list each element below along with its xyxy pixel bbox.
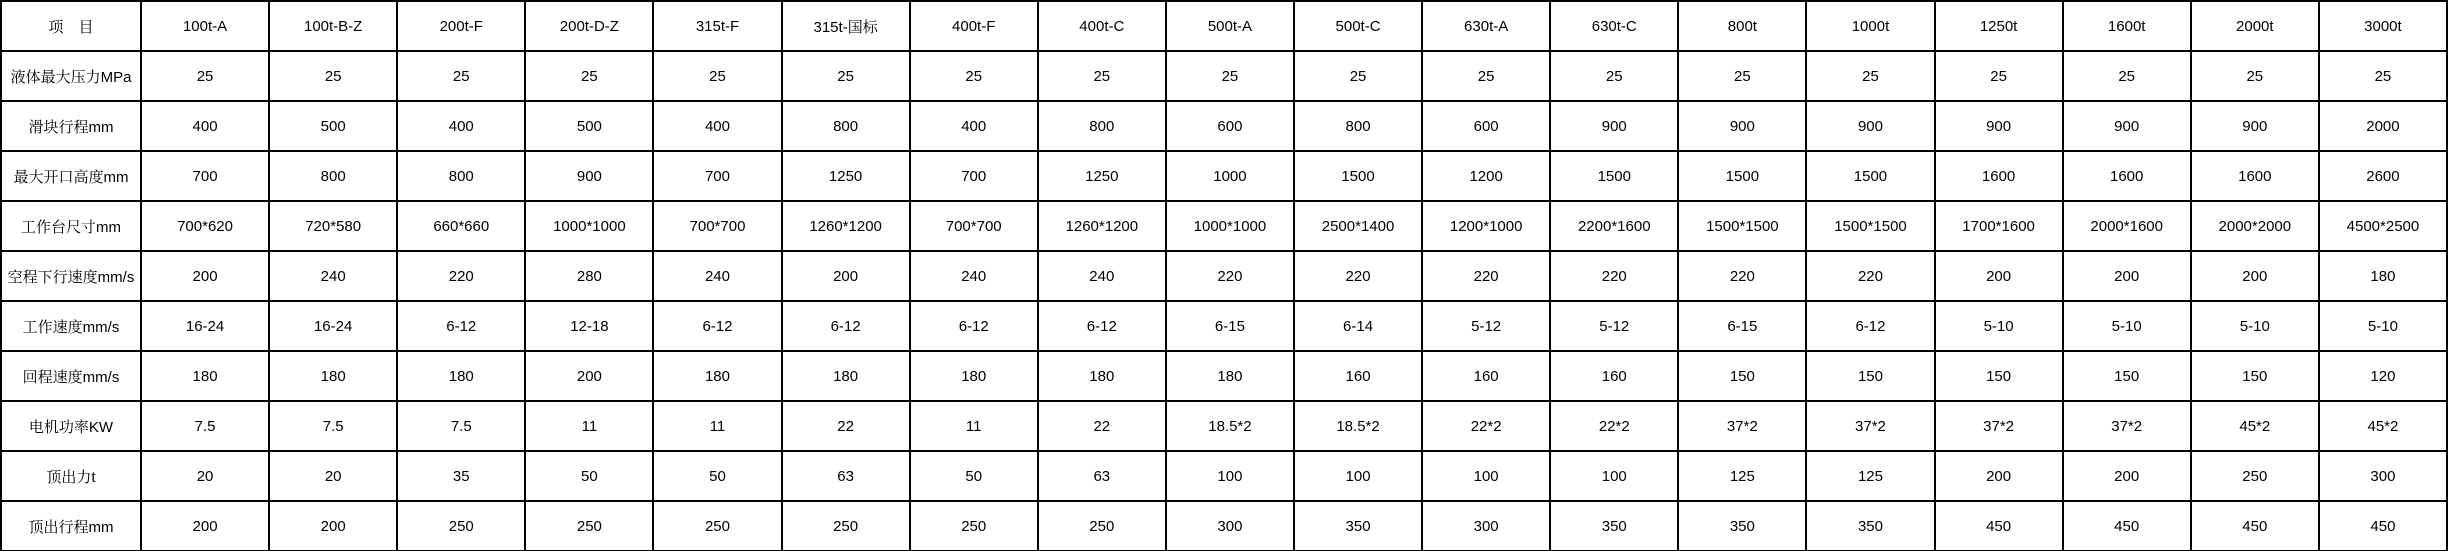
table-body (1, 51, 2447, 551)
value-cell: 2600 (2319, 151, 2447, 201)
value-cell: 6-12 (397, 301, 525, 351)
value-cell: 220 (1806, 251, 1934, 301)
value-cell: 37*2 (2063, 401, 2191, 451)
value-cell: 500 (269, 101, 397, 151)
value-cell: 25 (141, 51, 269, 101)
value-cell: 200 (141, 251, 269, 301)
row-label-cell: 液体最大压力MPa (1, 51, 141, 101)
value-cell: 250 (1038, 501, 1166, 551)
value-cell: 2500*1400 (1294, 201, 1422, 251)
value-cell: 900 (1806, 101, 1934, 151)
value-cell: 400 (910, 101, 1038, 151)
value-cell: 100 (1550, 451, 1678, 501)
value-cell: 25 (1935, 51, 2063, 101)
value-cell: 180 (1038, 351, 1166, 401)
column-header-cell: 400t-C (1038, 1, 1166, 51)
value-cell: 700*700 (910, 201, 1038, 251)
value-cell: 6-15 (1678, 301, 1806, 351)
value-cell: 63 (1038, 451, 1166, 501)
value-cell: 100 (1422, 451, 1550, 501)
value-cell: 1500 (1678, 151, 1806, 201)
value-cell: 240 (653, 251, 781, 301)
value-cell: 50 (525, 451, 653, 501)
value-cell: 125 (1806, 451, 1934, 501)
row-label-cell: 工作速度mm/s (1, 301, 141, 351)
value-cell: 35 (397, 451, 525, 501)
value-cell: 6-12 (782, 301, 910, 351)
value-cell: 240 (269, 251, 397, 301)
value-cell: 150 (2191, 351, 2319, 401)
value-cell: 6-14 (1294, 301, 1422, 351)
value-cell: 300 (2319, 451, 2447, 501)
value-cell: 6-12 (1038, 301, 1166, 351)
value-cell: 1000*1000 (1166, 201, 1294, 251)
value-cell: 37*2 (1935, 401, 2063, 451)
column-header-cell: 1000t (1806, 1, 1934, 51)
value-cell: 5-10 (1935, 301, 2063, 351)
value-cell: 1260*1200 (1038, 201, 1166, 251)
row-label-cell: 工作台尺寸mm (1, 201, 141, 251)
value-cell: 900 (2063, 101, 2191, 151)
column-header-cell: 500t-A (1166, 1, 1294, 51)
value-cell: 250 (653, 501, 781, 551)
value-cell: 350 (1678, 501, 1806, 551)
value-cell: 11 (910, 401, 1038, 451)
column-header-cell: 200t-F (397, 1, 525, 51)
value-cell: 220 (1550, 251, 1678, 301)
value-cell: 6-12 (653, 301, 781, 351)
value-cell: 25 (1038, 51, 1166, 101)
column-header-cell: 1600t (2063, 1, 2191, 51)
value-cell: 200 (141, 501, 269, 551)
value-cell: 45*2 (2191, 401, 2319, 451)
table-row (1, 401, 2447, 451)
value-cell: 200 (782, 251, 910, 301)
value-cell: 450 (1935, 501, 2063, 551)
value-cell: 6-12 (1806, 301, 1934, 351)
value-cell: 200 (2191, 251, 2319, 301)
value-cell: 300 (1166, 501, 1294, 551)
column-header-cell: 2000t (2191, 1, 2319, 51)
value-cell: 25 (525, 51, 653, 101)
value-cell: 180 (269, 351, 397, 401)
value-cell: 18.5*2 (1294, 401, 1422, 451)
value-cell: 220 (1166, 251, 1294, 301)
value-cell: 150 (1935, 351, 2063, 401)
value-cell: 2000*1600 (2063, 201, 2191, 251)
column-header-cell: 1250t (1935, 1, 2063, 51)
value-cell: 900 (1550, 101, 1678, 151)
value-cell: 200 (2063, 251, 2191, 301)
value-cell: 450 (2319, 501, 2447, 551)
column-header-cell: 100t-B-Z (269, 1, 397, 51)
value-cell: 22*2 (1550, 401, 1678, 451)
value-cell: 16-24 (269, 301, 397, 351)
value-cell: 5-10 (2063, 301, 2191, 351)
value-cell: 400 (141, 101, 269, 151)
value-cell: 22 (1038, 401, 1166, 451)
value-cell: 1260*1200 (782, 201, 910, 251)
value-cell: 1200*1000 (1422, 201, 1550, 251)
value-cell: 200 (2063, 451, 2191, 501)
value-cell: 125 (1678, 451, 1806, 501)
value-cell: 250 (782, 501, 910, 551)
value-cell: 1250 (1038, 151, 1166, 201)
row-label-cell: 顶出力t (1, 451, 141, 501)
corner-header-cell: 项 目 (1, 1, 141, 51)
value-cell: 16-24 (141, 301, 269, 351)
value-cell: 240 (1038, 251, 1166, 301)
value-cell: 600 (1166, 101, 1294, 151)
value-cell: 2200*1600 (1550, 201, 1678, 251)
value-cell: 25 (1166, 51, 1294, 101)
table-row (1, 251, 2447, 301)
value-cell: 120 (2319, 351, 2447, 401)
value-cell: 22 (782, 401, 910, 451)
column-header-cell: 800t (1678, 1, 1806, 51)
table-row (1, 51, 2447, 101)
value-cell: 5-10 (2191, 301, 2319, 351)
value-cell: 1000*1000 (525, 201, 653, 251)
value-cell: 12-18 (525, 301, 653, 351)
value-cell: 25 (2063, 51, 2191, 101)
value-cell: 150 (1678, 351, 1806, 401)
value-cell: 5-10 (2319, 301, 2447, 351)
value-cell: 25 (782, 51, 910, 101)
value-cell: 220 (1678, 251, 1806, 301)
value-cell: 300 (1422, 501, 1550, 551)
table-row (1, 201, 2447, 251)
row-label-cell: 回程速度mm/s (1, 351, 141, 401)
value-cell: 700*700 (653, 201, 781, 251)
value-cell: 1000 (1166, 151, 1294, 201)
value-cell: 900 (1935, 101, 2063, 151)
value-cell: 37*2 (1678, 401, 1806, 451)
column-header-cell: 100t-A (141, 1, 269, 51)
row-label-cell: 空程下行速度mm/s (1, 251, 141, 301)
value-cell: 400 (397, 101, 525, 151)
table-row (1, 151, 2447, 201)
value-cell: 1500*1500 (1678, 201, 1806, 251)
value-cell: 240 (910, 251, 1038, 301)
value-cell: 180 (653, 351, 781, 401)
value-cell: 200 (1935, 451, 2063, 501)
value-cell: 150 (2063, 351, 2191, 401)
value-cell: 50 (910, 451, 1038, 501)
value-cell: 25 (269, 51, 397, 101)
column-header-cell: 500t-C (1294, 1, 1422, 51)
table-row (1, 501, 2447, 551)
value-cell: 800 (1294, 101, 1422, 151)
value-cell: 250 (397, 501, 525, 551)
value-cell: 180 (397, 351, 525, 401)
value-cell: 20 (141, 451, 269, 501)
value-cell: 150 (1806, 351, 1934, 401)
value-cell: 45*2 (2319, 401, 2447, 451)
value-cell: 25 (2191, 51, 2319, 101)
value-cell: 280 (525, 251, 653, 301)
row-label-cell: 顶出行程mm (1, 501, 141, 551)
value-cell: 800 (1038, 101, 1166, 151)
value-cell: 25 (1422, 51, 1550, 101)
table-header (1, 1, 2447, 51)
value-cell: 180 (1166, 351, 1294, 401)
value-cell: 180 (141, 351, 269, 401)
value-cell: 700 (910, 151, 1038, 201)
value-cell: 20 (269, 451, 397, 501)
value-cell: 350 (1550, 501, 1678, 551)
value-cell: 600 (1422, 101, 1550, 151)
value-cell: 900 (525, 151, 653, 201)
column-header-cell: 630t-A (1422, 1, 1550, 51)
value-cell: 2000*2000 (2191, 201, 2319, 251)
row-label-cell: 滑块行程mm (1, 101, 141, 151)
table-row (1, 451, 2447, 501)
value-cell: 720*580 (269, 201, 397, 251)
value-cell: 1200 (1422, 151, 1550, 201)
value-cell: 180 (910, 351, 1038, 401)
value-cell: 1700*1600 (1935, 201, 2063, 251)
value-cell: 6-12 (910, 301, 1038, 351)
value-cell: 660*660 (397, 201, 525, 251)
value-cell: 25 (1806, 51, 1934, 101)
column-header-cell: 630t-C (1550, 1, 1678, 51)
value-cell: 160 (1422, 351, 1550, 401)
value-cell: 800 (397, 151, 525, 201)
value-cell: 4500*2500 (2319, 201, 2447, 251)
value-cell: 7.5 (141, 401, 269, 451)
column-header-cell: 315t-国标 (782, 1, 910, 51)
value-cell: 800 (782, 101, 910, 151)
table-row (1, 101, 2447, 151)
value-cell: 25 (653, 51, 781, 101)
value-cell: 1500 (1294, 151, 1422, 201)
value-cell: 1600 (1935, 151, 2063, 201)
value-cell: 22*2 (1422, 401, 1550, 451)
value-cell: 500 (525, 101, 653, 151)
value-cell: 450 (2191, 501, 2319, 551)
value-cell: 200 (525, 351, 653, 401)
value-cell: 6-15 (1166, 301, 1294, 351)
value-cell: 7.5 (269, 401, 397, 451)
value-cell: 1500*1500 (1806, 201, 1934, 251)
value-cell: 450 (2063, 501, 2191, 551)
value-cell: 1500 (1550, 151, 1678, 201)
value-cell: 250 (2191, 451, 2319, 501)
value-cell: 200 (269, 501, 397, 551)
value-cell: 220 (1294, 251, 1422, 301)
value-cell: 25 (1678, 51, 1806, 101)
value-cell: 5-12 (1550, 301, 1678, 351)
value-cell: 1600 (2191, 151, 2319, 201)
row-label-cell: 电机功率KW (1, 401, 141, 451)
value-cell: 11 (525, 401, 653, 451)
value-cell: 1600 (2063, 151, 2191, 201)
value-cell: 180 (2319, 251, 2447, 301)
value-cell: 1500 (1806, 151, 1934, 201)
value-cell: 11 (653, 401, 781, 451)
value-cell: 37*2 (1806, 401, 1934, 451)
value-cell: 350 (1806, 501, 1934, 551)
value-cell: 25 (910, 51, 1038, 101)
column-header-cell: 400t-F (910, 1, 1038, 51)
value-cell: 220 (397, 251, 525, 301)
value-cell: 1250 (782, 151, 910, 201)
value-cell: 25 (1294, 51, 1422, 101)
value-cell: 250 (525, 501, 653, 551)
value-cell: 7.5 (397, 401, 525, 451)
value-cell: 63 (782, 451, 910, 501)
column-header-cell: 3000t (2319, 1, 2447, 51)
table-row (1, 351, 2447, 401)
value-cell: 5-12 (1422, 301, 1550, 351)
value-cell: 18.5*2 (1166, 401, 1294, 451)
value-cell: 25 (397, 51, 525, 101)
value-cell: 800 (269, 151, 397, 201)
value-cell: 700 (653, 151, 781, 201)
value-cell: 220 (1422, 251, 1550, 301)
value-cell: 700*620 (141, 201, 269, 251)
value-cell: 160 (1550, 351, 1678, 401)
value-cell: 50 (653, 451, 781, 501)
table-row (1, 301, 2447, 351)
header-row (1, 1, 2447, 51)
value-cell: 25 (2319, 51, 2447, 101)
value-cell: 160 (1294, 351, 1422, 401)
column-header-cell: 315t-F (653, 1, 781, 51)
value-cell: 700 (141, 151, 269, 201)
value-cell: 100 (1166, 451, 1294, 501)
value-cell: 250 (910, 501, 1038, 551)
column-header-cell: 200t-D-Z (525, 1, 653, 51)
value-cell: 900 (1678, 101, 1806, 151)
value-cell: 350 (1294, 501, 1422, 551)
value-cell: 180 (782, 351, 910, 401)
value-cell: 25 (1550, 51, 1678, 101)
value-cell: 200 (1935, 251, 2063, 301)
value-cell: 400 (653, 101, 781, 151)
value-cell: 900 (2191, 101, 2319, 151)
value-cell: 100 (1294, 451, 1422, 501)
row-label-cell: 最大开口高度mm (1, 151, 141, 201)
value-cell: 2000 (2319, 101, 2447, 151)
